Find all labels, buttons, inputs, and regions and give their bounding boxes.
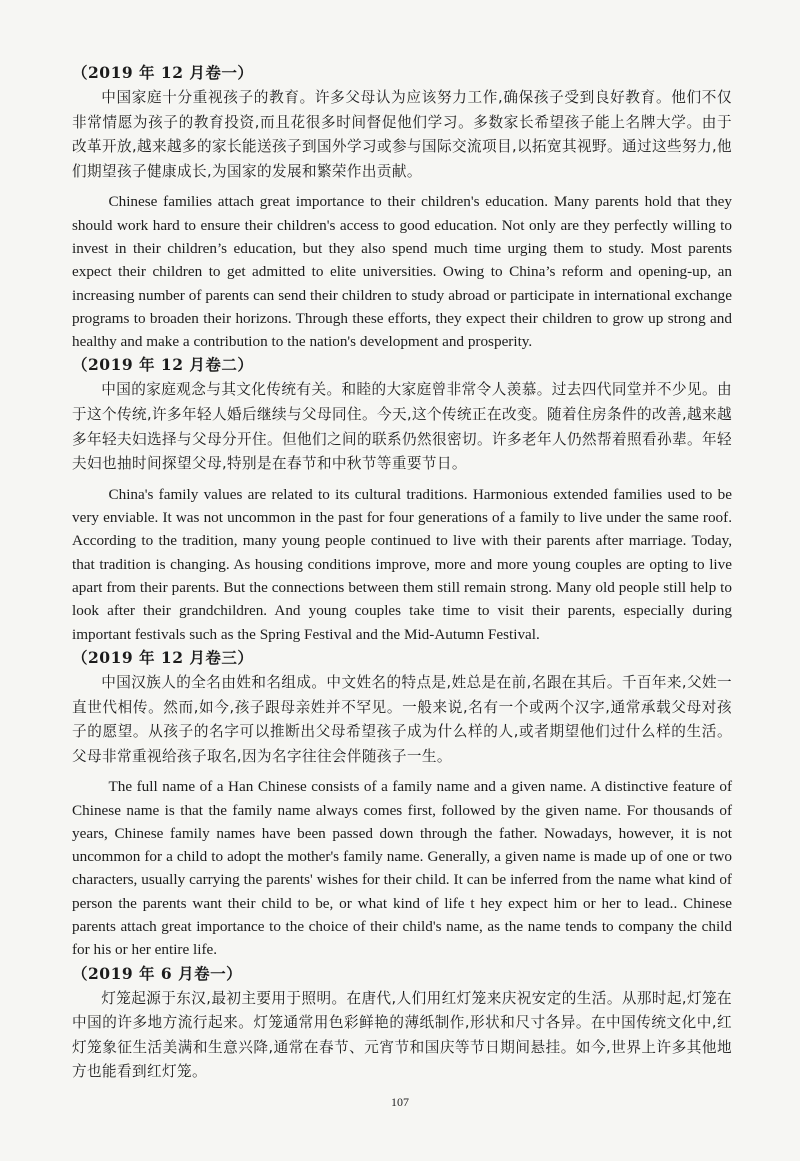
chinese-paragraph: 中国的家庭观念与其文化传统有关。和睦的大家庭曾非常令人羡慕。过去四代同堂并不少见。由于这个传统,许多年轻人婚后继续与父母同住。今天,这个传统正在改变。随着住房条件的改善,越来越多年轻夫妇选择与父母分开住。但他们之间的联系仍然很密切。许多老年人仍然帮着照看孙辈。年轻夫妇也抽时间探望父母,特别是在春节和中秋节等重要节日。: [72, 381, 732, 473]
section-1: [72, 62, 732, 353]
section-heading: （2019 年 12 月卷三）: [72, 647, 254, 667]
english-paragraph: The full name of a Han Chinese consists of a family name and a given name. A distinctive feature of Chinese name is that the family name always comes first, followed by the given name. For thousands of years, Chinese family names have been passed down through the father. Nowadays, however, it is not uncommon for a child to adopt the mother's family name. Generally, a given name is made up of one or two characters, usually carrying the parents' wishes for their child. It can be inferred from the name what kind of person the parents want their child to be, or what kind of life t hey expect him or her to lead.. Chinese parents attach great importance to the choice of their child's name, as the name tends to company the child for his or her entire life.: [72, 778, 732, 959]
english-paragraph: Chinese families attach great importance to their children's education. Many parents hold that they should work hard to ensure their children's access to good education. Not only are they perfectly willing to invest in their children’s education, but they also spend much time urging them to study. Most parents expect their children to get admitted to elite universities. Owing to China’s reform and opening-up, an increasing number of parents can send their children to study abroad or participate in international exchange programs to broaden their horizons. Through these efforts, they expect their children to grow up strong and healthy and make a contribution to the nation's development and prosperity.: [72, 193, 732, 351]
section-2: [72, 354, 732, 645]
chinese-paragraph: 灯笼起源于东汉,最初主要用于照明。在唐代,人们用红灯笼来庆祝安定的生活。从那时起,灯笼在中国的许多地方流行起来。灯笼通常用色彩鲜艳的薄纸制作,形状和尺寸各异。在中国传统文化中,红灯笼象征生活美满和生意兴降,通常在春节、元宵节和国庆等节日期间悬挂。如今,世界上许多其他地方也能看到红灯笼。: [72, 989, 732, 1081]
chinese-paragraph: 中国汉族人的全名由姓和名组成。中文姓名的特点是,姓总是在前,名跟在其后。千百年来,父姓一直世代相传。然而,如今,孩子跟母亲姓并不罕见。一般来说,名有一个或两个汉字,通常承载父母对孩子的愿望。从孩子的名字可以推断出父母希望孩子成为什么样的人,或者期望他们过什么样的生活。父母非常重视给孩子取名,因为名字往往会伴随孩子一生。: [72, 673, 732, 765]
section-heading: （2019 年 6 月卷一）: [72, 963, 243, 983]
english-paragraph: China's family values are related to its cultural traditions. Harmonious extended families used to be very enviable. It was not uncommon in the past for four generations of a family to live under the same roof. According to the tradition, many young people continued to live with their parents after marriage. Today, that tradition is changing. As housing conditions improve, more and more young couples are opting to live apart from their parents. But the connections between them still remain strong. Many old people still help to look after their grandchildren. And young couples take time to visit their parents, especially during important festivals such as the Spring Festival and the Mid-Autumn Festival.: [72, 485, 732, 643]
chinese-paragraph: 中国家庭十分重视孩子的教育。许多父母认为应该努力工作,确保孩子受到良好教育。他们不仅非常情愿为孩子的教育投资,而且花很多时间督促他们学习。多数家长希望孩子能上名牌大学。由于改革开放,越来越多的家长能送孩子到国外学习或参与国际交流项目,以拓宽其视野。通过这些努力,他们期望孩子健康成长,为国家的发展和繁荣作出贡献。: [72, 89, 732, 180]
page-number: 107: [391, 1095, 409, 1109]
section-3: [72, 647, 732, 962]
section-heading: （2019 年 12 月卷二）: [72, 355, 254, 375]
section-4: [72, 963, 732, 1085]
section-heading: （2019 年 12 月卷一）: [72, 63, 254, 82]
document-page: [72, 62, 732, 1085]
